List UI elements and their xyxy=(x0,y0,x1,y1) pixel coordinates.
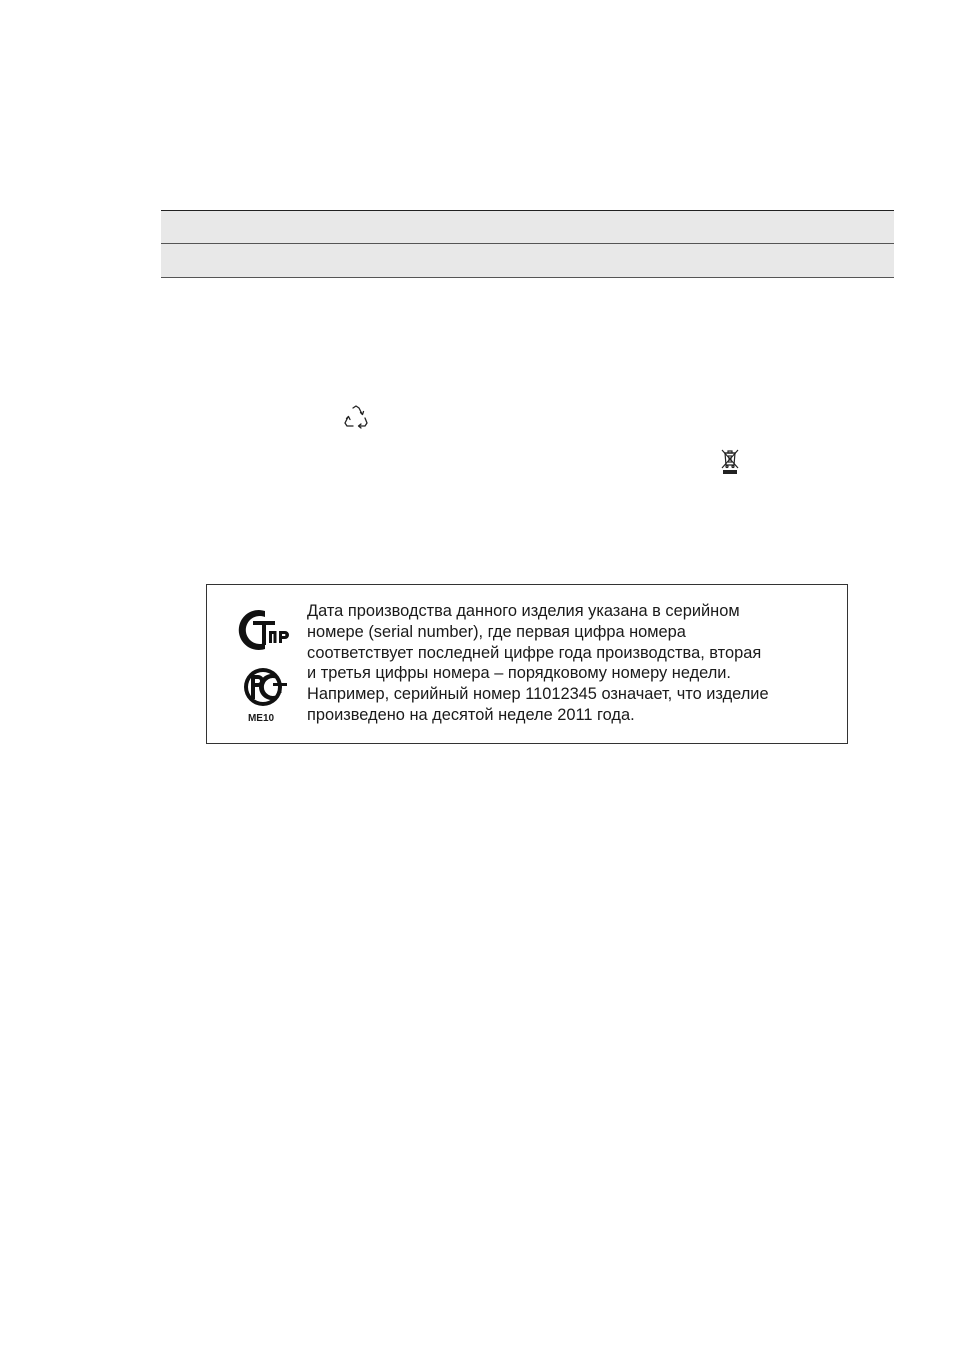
certification-line: и третья цифры номера – порядковому номеру недели. xyxy=(307,664,731,683)
certification-line: номере (serial number), где первая цифра номера xyxy=(307,622,686,641)
gost-r-mark-icon xyxy=(231,603,295,655)
recycle-icon xyxy=(342,404,370,432)
crossed-out-bin-icon xyxy=(720,447,740,475)
table-bottom-rule xyxy=(161,277,894,278)
pct-mark-icon xyxy=(231,663,295,711)
table-row xyxy=(161,244,894,277)
certification-line: Например, серийный номер 11012345 означает, что изделие xyxy=(307,685,769,704)
certification-text xyxy=(307,601,839,726)
table-header-row xyxy=(161,211,894,243)
certification-line: соответствует последней цифре года производства, вторая xyxy=(307,643,762,662)
certification-box xyxy=(206,584,848,744)
certification-line: Дата производства данного изделия указана в серийном xyxy=(307,602,740,620)
certification-code: ME10 xyxy=(247,713,275,724)
certification-line: произведено на десятой неделе 2011 года. xyxy=(307,705,635,724)
